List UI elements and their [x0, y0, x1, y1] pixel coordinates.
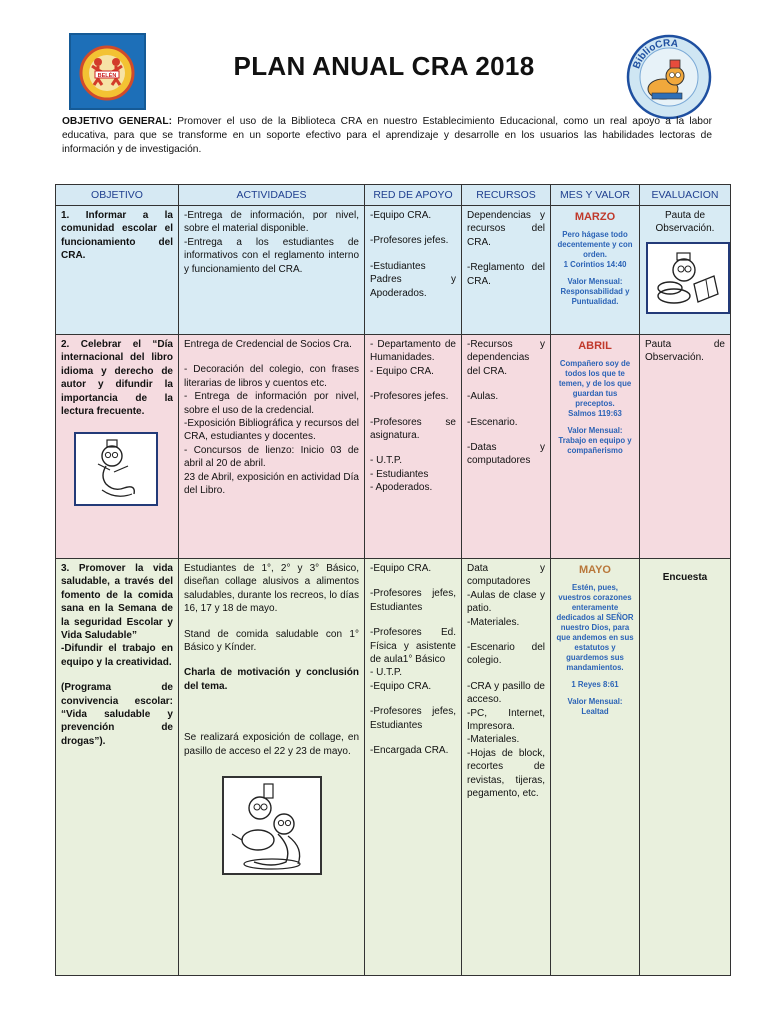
valor-label: Valor Mensual:: [567, 426, 623, 436]
bible-verse: Compañero soy de todos los que te temen, y de los que guardan tus preceptos.: [558, 359, 632, 409]
actividad-item: Estudiantes de 1°, 2° y 3° Básico, diseñan collage alusivos a alimentos saludables, durante los recreos, lo días 16, 17 y 18 de mayo.: [184, 563, 359, 615]
evaluacion-cell: [640, 559, 731, 976]
red-item: -Equipo CRA.: [370, 680, 432, 692]
red-item: - Equipo CRA.: [370, 365, 434, 377]
objetivo-cell: [56, 559, 179, 976]
objetivo-cell: [56, 206, 179, 335]
verse-reference: Salmos 119:63: [568, 409, 622, 419]
page-title: PLAN ANUAL CRA 2018: [233, 51, 535, 81]
red-item: -Profesores Ed. Física y asistente de aula1° Básico: [370, 627, 456, 666]
red-item: - Departamento de Humanidades.: [370, 339, 456, 364]
recurso-item: -Hojas de block, recortes de revistas, tijeras, pegamento, etc.: [467, 747, 545, 800]
red-cell: [365, 335, 462, 559]
verse-reference: 1 Reyes 8:61: [571, 680, 619, 690]
verse-reference: 1 Corintios 14:40: [563, 260, 627, 270]
col-actividades: ACTIVIDADES: [179, 185, 365, 206]
objetivo-text: 1. Informar a la comunidad escolar el funcionamiento del CRA.: [61, 210, 173, 262]
mes-valor-cell: [551, 206, 640, 335]
bookworms-teapot-illustration: [222, 776, 322, 875]
actividad-item: -Entrega de información, por nivel, sobre el material disponible.: [184, 210, 359, 235]
objetivo-text: 3. Promover la vida saludable, a través del fomento de la comida sana en la Semana de la seguridad Escolar y Vida Saludable”: [61, 563, 173, 642]
red-item: -Equipo CRA.: [370, 563, 432, 574]
actividades-cell: [179, 559, 365, 976]
valor-label: Valor Mensual:: [567, 697, 623, 707]
month-label: MAYO: [579, 564, 611, 576]
recurso-item: Data y computadores: [467, 563, 545, 588]
logo-left-label: BELÉN: [97, 73, 117, 79]
red-item: -Profesores jefes, Estudiantes: [370, 588, 456, 613]
actividad-item: - Decoración del colegio, con frases literarias de libros y cuentos etc.: [184, 364, 359, 389]
table-row: [56, 206, 731, 335]
valor-text: Trabajo en equipo y compañerismo: [558, 436, 632, 456]
col-evaluacion: EVALUACION: [640, 185, 731, 206]
objetivo-cell: [56, 335, 179, 559]
red-item: -Profesores jefes.: [370, 235, 449, 247]
red-item: -Profesores jefes.: [370, 391, 449, 403]
red-cell: [365, 206, 462, 335]
recurso-item: -CRA y pasillo de acceso.: [467, 680, 545, 706]
actividad-item: Stand de comida saludable con 1° Básico y Kínder.: [184, 628, 359, 654]
red-item: -Profesores se asignatura.: [370, 416, 456, 442]
actividades-cell: [179, 335, 365, 559]
recurso-item: -Aulas.: [467, 391, 499, 403]
mes-valor-cell: [551, 559, 640, 976]
actividades-cell: [179, 206, 365, 335]
actividad-item: -Entrega a los estudiantes de informativos con el reglamento interno y funcionamiento del CRA.: [184, 236, 359, 275]
recurso-item: -Reglamento del CRA.: [467, 262, 545, 287]
col-red-de-apoyo: RED DE APOYO: [365, 185, 462, 206]
actividad-item: -Exposición Bibliográfica y recursos del CRA, estudiantes y docentes.: [184, 418, 359, 443]
red-item: -Estudiantes Padres y Apoderados.: [370, 260, 456, 299]
month-label: MARZO: [574, 211, 616, 223]
objetivo-text-b: -Difundir el trabajo en equipo y la creatividad.: [61, 643, 173, 668]
objetivo-text-c: (Programa de convivencia escolar: “Vida saludable y prevención de drogas”).: [61, 682, 173, 747]
actividad-item: - Entrega de información por nivel, sobre el uso de la credencial.: [184, 391, 359, 416]
objective-text: Promover el uso de la Biblioteca CRA en nuestro Establecimiento Educacional, como un real apoyo a la labor educativa, para que se transforme en un soporte efectivo para el aprendizaje y desarrolle en los usuarios las habilidades lectoras de información y de investigación.: [62, 116, 713, 155]
table-header-row: [56, 185, 731, 206]
actividad-item: Charla de motivación y conclusión del tema.: [184, 667, 359, 692]
objetivo-text: 2. Celebrar el “Día internacional del libro idioma y derecho de autor y difundir la importancia de la lectura frecuente.: [61, 339, 173, 418]
valor-text: Responsabilidad y Puntualidad.: [560, 287, 630, 307]
table-row: [56, 559, 731, 976]
recurso-item: -Escenario del colegio.: [467, 642, 545, 667]
recurso-item: -Aulas de clase y patio.: [467, 589, 545, 615]
recursos-cell: [462, 335, 551, 559]
col-objetivo: OBJETIVO: [56, 185, 179, 206]
bible-verse: Estén, pues, vuestros corazones enteramente dedicados al SEÑOR nuestro Dios, para que andemos en sus estatutos y guardemos sus mandamientos.: [556, 583, 634, 673]
evaluacion-text: Pauta de Observación.: [645, 339, 725, 364]
recursos-cell: [462, 559, 551, 976]
logo-right-label: BiblioCRA: [631, 37, 679, 71]
evaluacion-text: Encuesta: [662, 572, 708, 583]
evaluacion-text: Pauta de Observación.: [655, 210, 715, 235]
col-mes-y-valor: MES Y VALOR: [551, 185, 640, 206]
actividad-item: Se realizará exposición de collage, en pasillo de acceso el 22 y 23 de mayo.: [184, 732, 359, 757]
valor-label: Valor Mensual:: [567, 277, 623, 287]
recurso-item: -Materiales.: [467, 616, 520, 628]
general-objective: [62, 115, 712, 157]
red-item: - Apoderados.: [370, 482, 433, 494]
red-item: -Equipo CRA.: [370, 210, 432, 221]
month-label: ABRIL: [578, 340, 612, 352]
red-item: -Encargada CRA.: [370, 745, 449, 757]
bible-verse: Pero hágase todo decentemente y con orden.: [557, 230, 633, 260]
valor-text: Lealtad: [581, 707, 609, 717]
evaluacion-cell: [640, 206, 731, 335]
plan-table: [55, 184, 731, 976]
bookworm-chef-illustration: [74, 432, 158, 506]
col-recursos: RECURSOS: [462, 185, 551, 206]
objective-label: OBJETIVO GENERAL:: [62, 116, 172, 127]
actividad-item: Entrega de Credencial de Socios Cra.: [184, 339, 352, 350]
recurso-item: -Escenario.: [467, 416, 518, 428]
red-item: - Estudiantes: [370, 468, 429, 480]
recurso-item: -Recursos y dependencias del CRA.: [467, 339, 545, 377]
evaluacion-cell: [640, 335, 731, 559]
red-item: -Profesores jefes, Estudiantes: [370, 706, 456, 731]
recurso-item: Dependencias y recursos del CRA.: [467, 210, 545, 248]
mes-valor-cell: [551, 335, 640, 559]
table-row: [56, 335, 731, 559]
recurso-item: -PC, Internet, Impresora.: [467, 707, 545, 733]
red-item: - U.T.P.: [370, 667, 403, 679]
recurso-item: -Materiales.: [467, 734, 520, 746]
red-item: - U.T.P.: [370, 455, 403, 467]
recurso-item: -Datas y computadores: [467, 442, 545, 467]
red-cell: [365, 559, 462, 976]
actividad-item: - Concursos de lienzo: Inicio 03 de abril al 20 de abril.: [184, 444, 359, 470]
bookworm-reading-illustration: [646, 242, 730, 314]
actividad-item: 23 de Abril, exposición en actividad Día del Libro.: [184, 471, 359, 497]
recursos-cell: [462, 206, 551, 335]
